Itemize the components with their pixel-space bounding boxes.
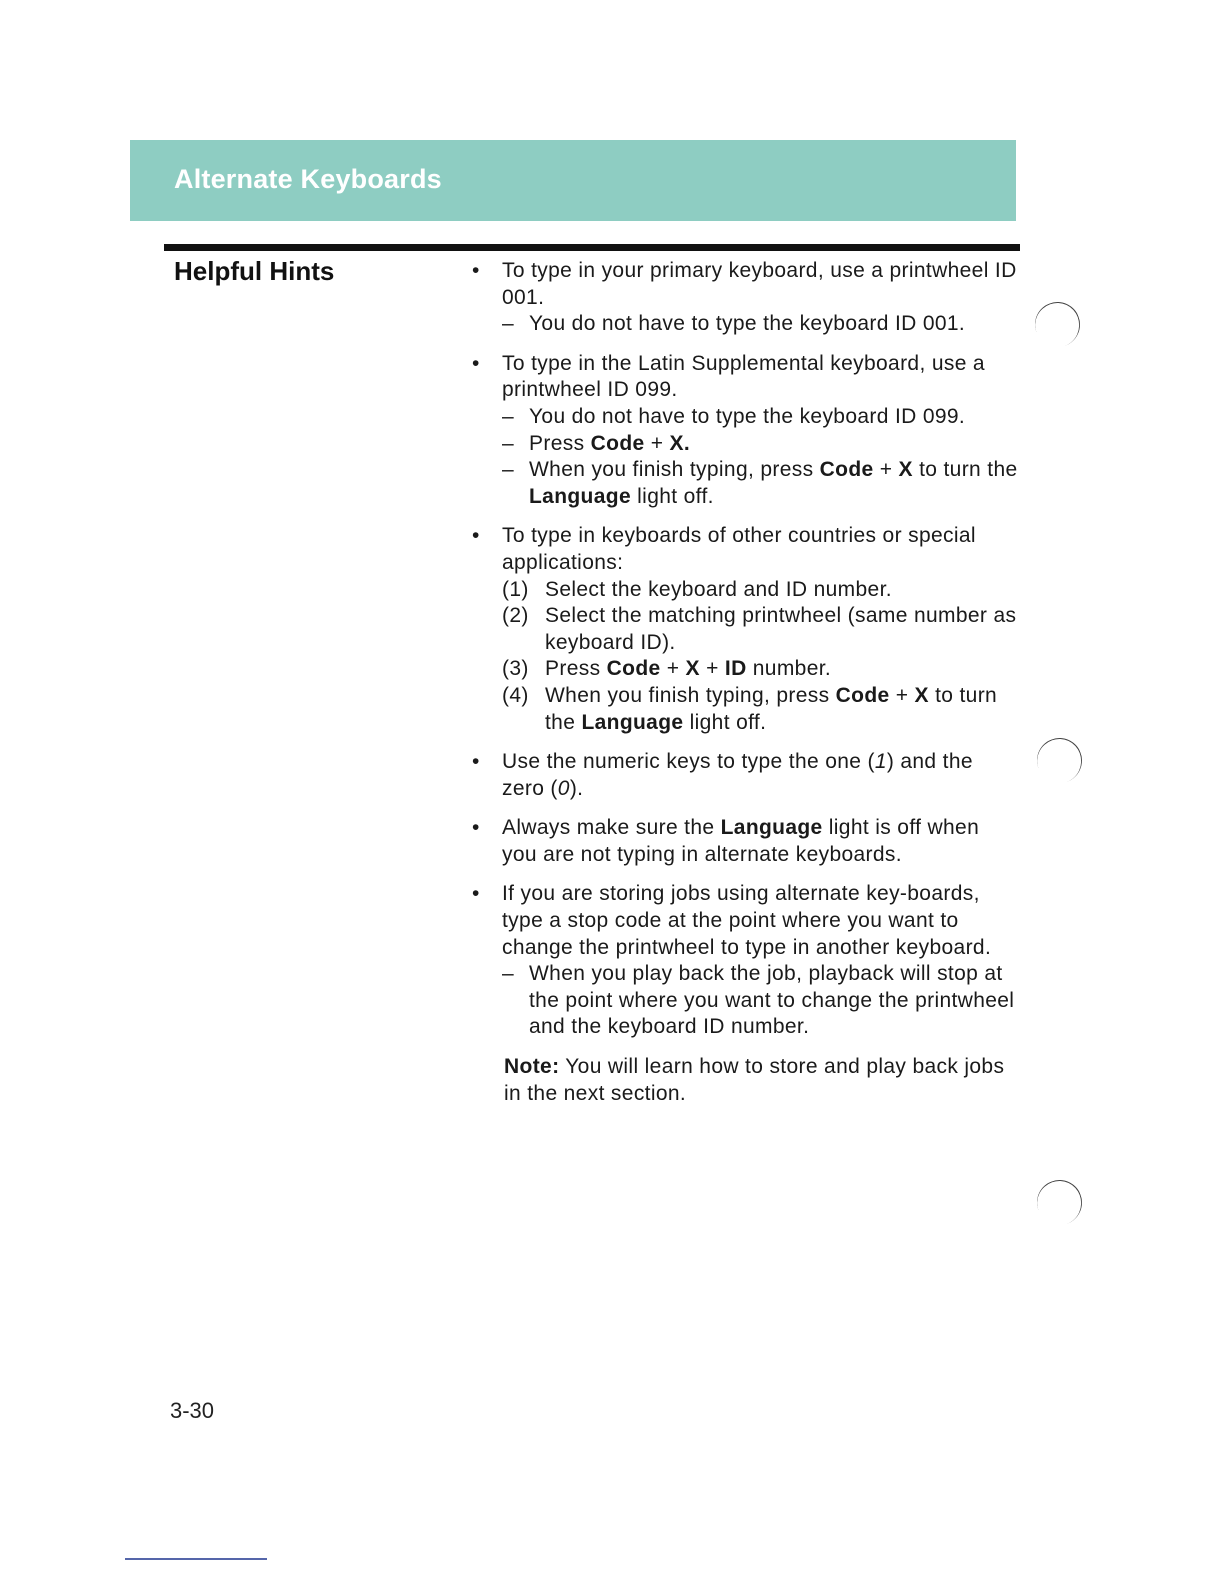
dash-icon: – — [502, 404, 515, 428]
bullet-icon: • — [472, 816, 480, 840]
bullet-icon: • — [472, 524, 480, 548]
dash-icon: – — [502, 962, 515, 986]
note — [472, 1054, 1020, 1107]
helpful-hints-heading: Helpful Hints — [174, 256, 335, 286]
page-number: 3-30 — [170, 1398, 215, 1423]
key-code: Code — [835, 683, 890, 707]
dash-icon: – — [502, 312, 515, 336]
language-light: Language — [720, 816, 823, 840]
key-x: X — [669, 431, 684, 455]
key-id: ID — [724, 657, 747, 681]
list-item: • Always make sure the Language light is off when you are not typing in alternate keyboards. — [472, 816, 980, 866]
language-light: Language — [529, 484, 631, 508]
language-light: Language — [581, 710, 684, 734]
list-item: • To type in your primary keyboard, use a printwheel ID 001. – You do not have to type the keyboard ID 001. — [472, 258, 1020, 338]
key-code: Code — [590, 431, 645, 455]
bullet-icon: • — [472, 750, 480, 774]
scan-edge-line — [125, 1558, 267, 1560]
numbered-step: (3) Press Code + X + ID number. — [502, 656, 1020, 683]
note-text: You will learn how to store and play back jobs in the next section. — [504, 1055, 1005, 1105]
numbered-step: (2) Select the matching printwheel (same number as keyboard ID). — [502, 604, 1017, 654]
section-title: Alternate Keyboards — [174, 164, 442, 194]
step-number: (1) — [502, 577, 529, 601]
note-label: Note: — [504, 1055, 560, 1079]
dash-icon: – — [502, 431, 515, 455]
list-item: • Use the numeric keys to type the one (1) and the zero (0). — [472, 750, 973, 800]
sub-item: – You do not have to type the keyboard ID 099. — [502, 404, 1020, 431]
key-x: X — [898, 458, 913, 482]
binder-hole-bottom — [1031, 1174, 1089, 1232]
numbered-step: (4) When you finish typing, press Code + X to turn the Language light off. — [502, 683, 998, 734]
heading-rule — [164, 244, 1020, 251]
list-item: • To type in the Latin Supplemental keyboard, use a printwheel ID 099. – You do not have to type the keyboard ID 099. – Press Code + X. – When you finish typing, press Code + X to turn the Language light off. — [472, 351, 1020, 511]
list-item: • If you are storing jobs using alternate key-boards, type a stop code at the point where you want to change the printwheel to type in another keyboard. – When you play back the job, playback will stop at the point where you want to change the printwheel and the keyboard ID number. — [472, 881, 1020, 1041]
hints-list — [472, 258, 1020, 1107]
sub-item: – When you play back the job, playback will stop at the point where you want to change the printwheel and the keyboard ID number. — [502, 962, 1015, 1039]
step-number: (4) — [502, 683, 529, 707]
digit-zero: 0 — [557, 776, 570, 800]
binder-hole-top — [1029, 296, 1087, 354]
numbered-step: (1) Select the keyboard and ID number. — [502, 577, 1020, 604]
key-code: Code — [819, 458, 874, 482]
list-item: • To type in keyboards of other countries or special applications: (1) Select the keyboard and ID number. (2) Select the matching printwheel (same number as keyboard ID). (3) Press Code + X + ID number. (4) When you finish typing, press Code + X to turn the Language light off. — [472, 523, 1020, 736]
key-x: X — [914, 683, 929, 707]
section-header-band — [130, 140, 1016, 221]
digit-one: 1 — [874, 750, 887, 774]
key-x: X — [685, 657, 700, 681]
bullet-icon: • — [472, 351, 480, 375]
sub-item: – You do not have to type the keyboard ID 001. — [502, 311, 1020, 338]
sub-item: – Press Code + X. — [502, 431, 1020, 458]
binder-hole-middle — [1031, 732, 1089, 790]
step-number: (2) — [502, 604, 529, 628]
bullet-icon: • — [472, 882, 480, 906]
key-code: Code — [606, 657, 661, 681]
bullet-icon: • — [472, 259, 480, 282]
sub-item: – When you finish typing, press Code + X to turn the Language light off. — [502, 458, 1018, 508]
dash-icon: – — [502, 458, 515, 482]
step-number: (3) — [502, 657, 529, 681]
